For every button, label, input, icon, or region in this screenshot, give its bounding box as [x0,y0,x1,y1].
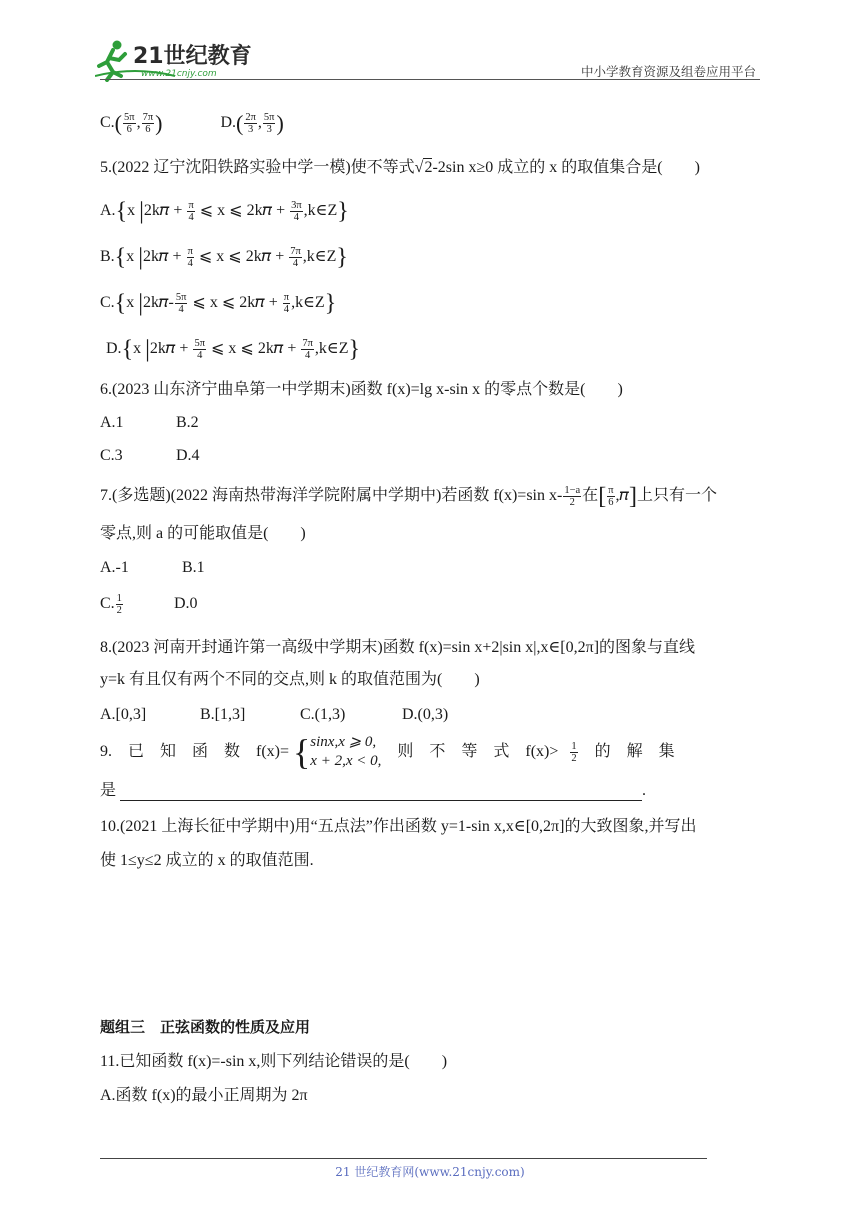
q5-option-d: D.{x |2k𝜋 + $\frac{5\pi}{4}$ ⩽ x ⩽ 2k𝜋 + $\frac{7\pi}{4}$ ,k∈Z} [106,336,361,363]
logo-text: 21世纪教育 [133,44,252,69]
header-divider [100,79,760,80]
q8-stem-line1: 8.(2023 河南开封通许第一高级中学期末)函数 f(x)=sin x+2|sin x|,x∈[0,2π]的图象与直线 [100,639,696,656]
q5-option-b: B.{x |2k𝜋 + $\frac{\pi}{4}$ ⩽ x ⩽ 2k𝜋 + $\frac{7\pi}{4}$ ,k∈Z} [100,244,348,271]
q5-option-a: A.{x |2k𝜋 + $\frac{\pi}{4}$ ⩽ x ⩽ 2k𝜋 + $\frac{3\pi}{4}$ ,k∈Z} [100,198,349,225]
q11-stem: 11.已知函数 f(x)=-sin x,则下列结论错误的是( ) [100,1053,448,1070]
q11-option-a: A.函数 f(x)的最小正周期为 2π [100,1087,308,1104]
q7-stem-line2: 零点,则 a 的可能取值是( ) [100,525,306,542]
fraction: $\frac{5\pi}{3}$ [263,112,275,135]
q6-options-row2: C.3 D.4 [100,447,200,464]
q10-stem-line1: 10.(2021 上海长征中学期中)用“五点法”作出函数 y=1-sin x,x∈[0,2π]的大致图象,并写出 [100,818,697,835]
footer-text: 21 世纪教育网(www.21cnjy.com) [335,1165,525,1179]
q6-options-row1: A.1 B.2 [100,414,199,431]
platform-name: 中小学教育资源及组卷应用平台 [580,64,756,79]
site-logo [95,36,265,82]
q7-stem-line1: 7.(多选题)(2022 海南热带海洋学院附属中学期中)若函数 f(x)=sin x- $\frac{1-a}{2}$ 在[ $\frac{\pi}{6}$ ,𝜋]上只有一个 [100,483,718,510]
fraction: $\frac{2\pi}{3}$ [245,112,256,135]
section-title: 题组三 正弦函数的性质及应用 [100,1018,311,1036]
q7-options-row1: A.-1 B.1 [100,559,205,576]
q10-stem-line2: 使 1≤y≤2 成立的 x 的取值范围. [100,852,314,869]
q9-stem-line2: 是 . [100,782,647,799]
logo-url: www.21cnjy.com [141,69,217,79]
q4-option-c-label: C. [100,114,115,132]
q4-options: C.( $\frac{5\pi}{6}$ , $\frac{7\pi}{6}$ ) D.( $\frac{2\pi}{3}$ , $\frac{5\pi}{3}$ ) [100,110,284,136]
q8-options: A.[0,3] B.[1,3] C.(1,3) D.(0,3) [100,706,449,723]
q8-stem-line2: y=k 有且仅有两个不同的交点,则 k 的取值范围为( ) [100,671,480,688]
fraction: $\frac{5\pi}{6}$ [124,112,135,135]
fraction: $\frac{7\pi}{6}$ [142,112,154,135]
q7-options-row2: C. $\frac{1}{2}$ D.0 [100,593,198,616]
q5-option-c: C.{x |2k𝜋- $\frac{5\pi}{4}$ ⩽ x ⩽ 2k𝜋 + $\frac{\pi}{4}$ ,k∈Z} [100,290,337,317]
footer-divider [100,1158,707,1159]
answer-blank[interactable] [120,784,642,801]
q5-stem: 5.(2022 辽宁沈阳铁路实验中学一模)使不等式√2-2sin x≥0 成立的 x 的取值集合是( ) [100,159,700,176]
q9-stem-line1: 9. 已 知 函 数 f(x)= { sinx,x ⩾ 0, x + 2,x < 0, 则 不 等 式 f(x)> $\frac{1}{2}$ 的 解 集 [100,732,675,772]
q6-stem: 6.(2023 山东济宁曲阜第一中学期末)函数 f(x)=lg x-sin x 的零点个数是( ) [100,381,623,398]
q4-option-d-label: D. [220,114,237,132]
